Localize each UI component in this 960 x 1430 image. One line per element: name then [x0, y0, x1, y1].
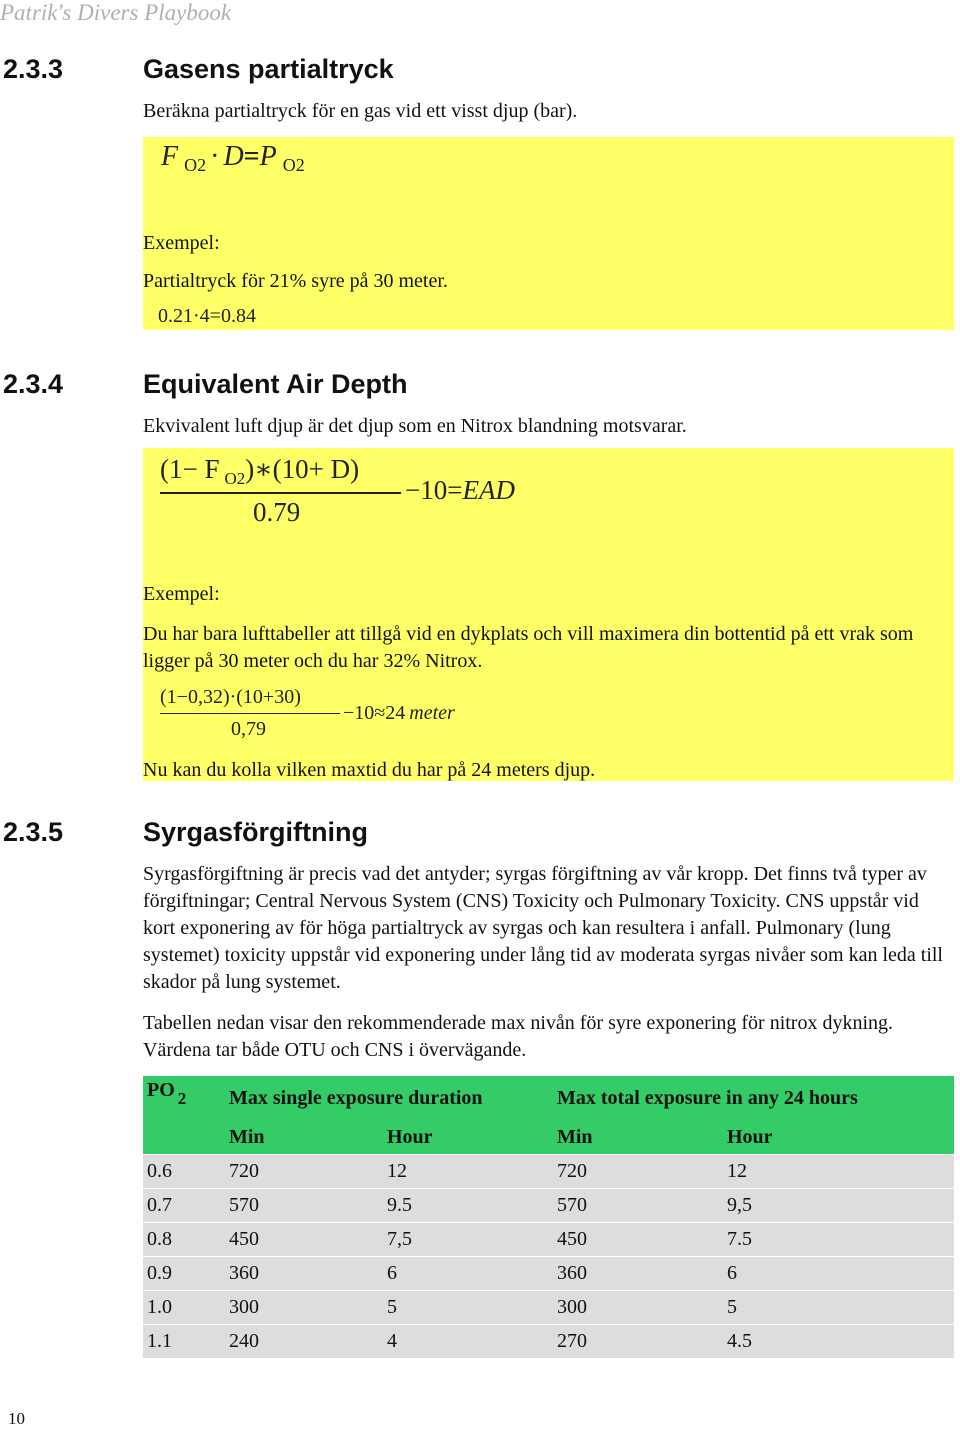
cell-total-hour: 6 [723, 1257, 954, 1291]
header-total-exposure: Max total exposure in any 24 hours [553, 1076, 954, 1121]
cell-po2: 1.1 [143, 1325, 225, 1359]
page-number: 10 [8, 1409, 25, 1428]
formula-ead-numerator [160, 454, 360, 488]
table-row [143, 1189, 954, 1223]
cell-po2: 0.6 [143, 1155, 225, 1189]
section-title: Gasens partialtryck [143, 54, 394, 84]
cell-total-hour: 4.5 [723, 1325, 954, 1359]
formula-f: F [161, 141, 179, 172]
formula-d: D [223, 141, 244, 172]
numerator-sub: O2 [224, 469, 246, 488]
formula-sub: O2 [184, 155, 207, 175]
cell-single-min: 450 [225, 1223, 383, 1257]
formula-ead-denominator: 0.79 [253, 497, 301, 527]
cell-po2: 0.9 [143, 1257, 225, 1291]
cell-single-min: 360 [225, 1257, 383, 1291]
example-text: Du har bara lufttabeller att tillgå vid en dykplats och vill maximera din bottentid på ett vrak som ligger på 30 meter och du har 32% Nitrox. [143, 623, 914, 672]
example-unit: meter [409, 702, 455, 724]
section-number: 2.3.3 [3, 54, 64, 84]
table-row [143, 1291, 954, 1325]
example-label: Exempel: [143, 583, 220, 605]
cell-po2: 0.8 [143, 1223, 225, 1257]
subheader-hour: Hour [723, 1121, 954, 1155]
section-title: Equivalent Air Depth [143, 369, 408, 399]
example-math: 0.21·4=0.84 [158, 305, 256, 327]
cell-single-min: 300 [225, 1291, 383, 1325]
cell-single-hour: 12 [383, 1155, 553, 1189]
cell-single-min: 240 [225, 1325, 383, 1359]
table-row [143, 1155, 954, 1189]
cell-single-min: 570 [225, 1189, 383, 1223]
running-header: Patrik's Divers Playbook [0, 0, 232, 25]
table-subheader-row [143, 1121, 954, 1155]
po2-label: PO [147, 1079, 175, 1101]
example-box-partial-pressure [143, 137, 954, 330]
section-intro: Beräkna partialtryck för en gas vid ett visst djup (bar). [143, 100, 578, 122]
cell-po2: 0.7 [143, 1189, 225, 1223]
section-heading-2-3-3 [3, 54, 903, 88]
example-fraction-bar [160, 713, 340, 714]
formula-p: P [259, 141, 277, 172]
section-number: 2.3.5 [3, 817, 64, 847]
example-numerator: (1−0,32)·(10+30) [160, 686, 301, 708]
cell-po2: 1.0 [143, 1291, 225, 1325]
cell-total-hour: 7.5 [723, 1223, 954, 1257]
section-paragraph-2: Tabellen nedan visar den rekommenderade max nivån för syre exponering för nitrox dykning. Värdena tar både OTU och CNS i övervägande. [143, 1012, 894, 1061]
cell-total-min: 360 [553, 1257, 723, 1291]
table-row [143, 1257, 954, 1291]
example-box-ead [143, 448, 954, 781]
tail-result: EAD [462, 475, 515, 505]
cell-total-min: 450 [553, 1223, 723, 1257]
cell-single-hour: 5 [383, 1291, 553, 1325]
po2-sub: 2 [177, 1089, 187, 1108]
section-number: 2.3.4 [3, 369, 64, 399]
cell-total-hour: 12 [723, 1155, 954, 1189]
section-intro: Ekvivalent luft djup är det djup som en Nitrox blandning motsvarar. [143, 415, 687, 437]
table-row [143, 1325, 954, 1359]
example-tail-text: −10≈24 [343, 702, 406, 724]
cell-total-min: 270 [553, 1325, 723, 1359]
example-conclusion: Nu kan du kolla vilken maxtid du har på 24 meters djup. [143, 759, 596, 781]
example-text: Partialtryck för 21% syre på 30 meter. [143, 270, 448, 292]
formula-eq: = [243, 141, 260, 172]
cell-single-hour: 6 [383, 1257, 553, 1291]
cell-single-hour: 4 [383, 1325, 553, 1359]
header-single-exposure: Max single exposure duration [225, 1076, 553, 1121]
subheader-min: Min [225, 1121, 383, 1155]
cell-total-hour: 5 [723, 1291, 954, 1325]
subheader-hour: Hour [383, 1121, 553, 1155]
example-tail [343, 702, 455, 725]
cell-total-min: 300 [553, 1291, 723, 1325]
cell-single-min: 720 [225, 1155, 383, 1189]
cell-total-hour: 9,5 [723, 1189, 954, 1223]
formula-sub: O2 [282, 155, 305, 175]
section-heading-2-3-5 [3, 817, 903, 851]
formula-dot: · [210, 141, 220, 172]
cell-single-hour: 7,5 [383, 1223, 553, 1257]
subheader-empty [143, 1121, 225, 1155]
numerator-start: (1− F [160, 454, 220, 484]
section-title: Syrgasförgiftning [143, 817, 369, 847]
fraction-bar [160, 492, 401, 494]
formula-ead-tail [405, 475, 515, 506]
section-heading-2-3-4 [3, 369, 903, 403]
tail-text: −10= [405, 475, 463, 505]
example-label: Exempel: [143, 232, 220, 254]
cell-total-min: 720 [553, 1155, 723, 1189]
table-row [143, 1223, 954, 1257]
example-denominator: 0,79 [231, 718, 266, 740]
cell-single-hour: 9.5 [383, 1189, 553, 1223]
numerator-rest: )∗(10+ D) [245, 454, 360, 484]
section-paragraph-1: Syrgasförgiftning är precis vad det antyder; syrgas förgiftning av vår kropp. Det finns två typer av förgiftningar; Central Nervous System (CNS) Toxicity och Pulmonary Toxicity. CNS uppstår vid kort exponering av för höga partialtryck av syrgas och kan resultera i anfall. Pulmonary (lung systemet) toxicity uppstår vid exponering under lång tid av moderata syrgas nivåer som kan leda till skador på lung systemet. [143, 863, 943, 993]
cell-total-min: 570 [553, 1189, 723, 1223]
oxygen-exposure-table [143, 1076, 954, 1358]
formula-partial-pressure [161, 141, 305, 173]
header-po2 [143, 1076, 225, 1121]
subheader-min: Min [553, 1121, 723, 1155]
table-header-row [143, 1076, 954, 1121]
